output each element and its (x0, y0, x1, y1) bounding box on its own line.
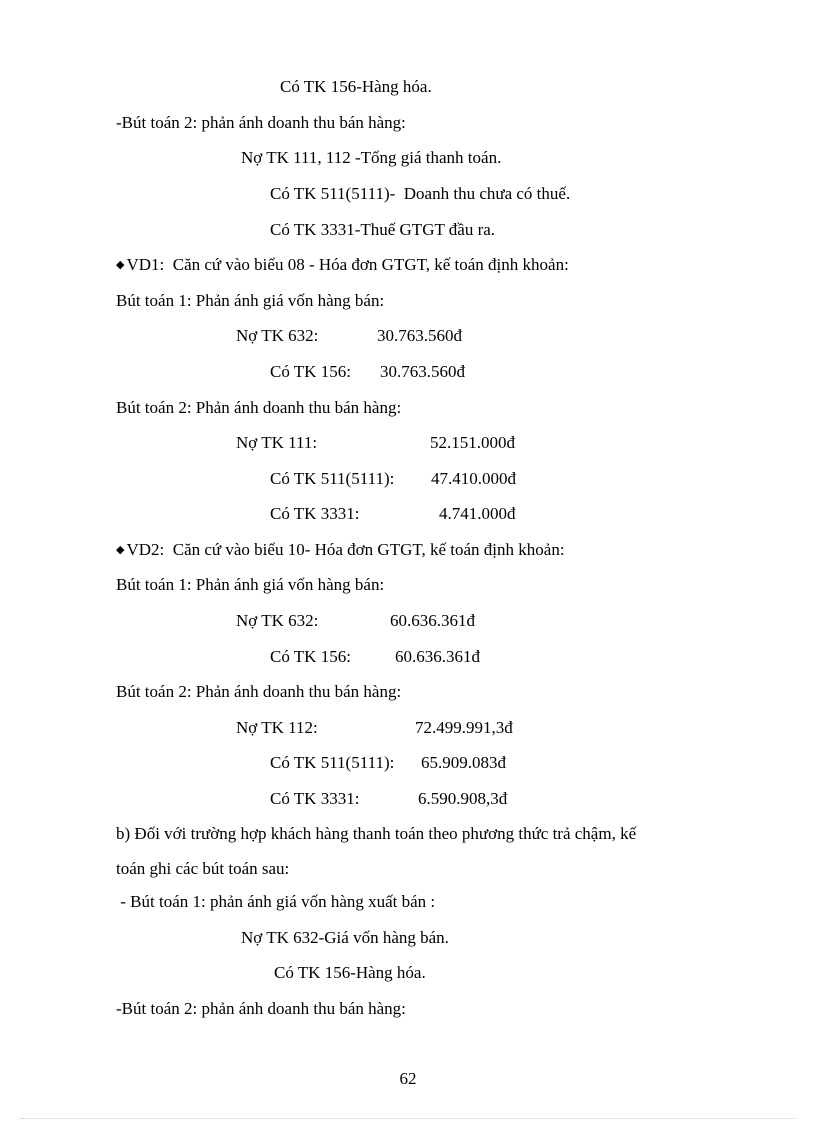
entry-label: Nợ TK 112: (236, 718, 318, 737)
entry-label: Có TK 511(5111): (270, 469, 395, 488)
entry-amount: 30.763.560đ (380, 362, 465, 381)
example-heading-text: VD2: Căn cứ vào biểu 10- Hóa đơn GTGT, kế toán định khoản: (126, 540, 565, 559)
page-number: 62 (399, 1069, 417, 1088)
entry-amount: 4.741.000đ (439, 504, 516, 523)
entry-label: Nợ TK 632: (236, 326, 319, 345)
entry-amount: 30.763.560đ (377, 326, 462, 345)
example-heading (116, 540, 565, 560)
entry-label: Có TK 156: (270, 647, 351, 666)
text-line: Nợ TK 111, 112 -Tổng giá thanh toán. (241, 148, 502, 167)
entry-amount: 65.909.083đ (421, 753, 506, 772)
page-footer-divider (20, 1118, 796, 1119)
text-line: Bút toán 1: Phản ánh giá vốn hàng bán: (116, 291, 385, 310)
entry-label: Nợ TK 632: (236, 611, 319, 630)
diamond-bullet-icon: ◆ (116, 259, 125, 271)
entry-amount: 47.410.000đ (431, 469, 516, 488)
entry-amount: 60.636.361đ (390, 611, 475, 630)
text-line: -Bút toán 2: phản ánh doanh thu bán hàng: (116, 999, 406, 1018)
entry-label: Có TK 3331: (270, 504, 360, 523)
entry-label: Có TK 3331: (270, 789, 360, 808)
text-line: -Bút toán 2: phản ánh doanh thu bán hàng: (116, 113, 406, 132)
text-line: Có TK 3331-Thuế GTGT đầu ra. (270, 220, 496, 239)
entry-amount: 60.636.361đ (395, 647, 480, 666)
entry-label: Có TK 511(5111): (270, 753, 395, 772)
text-line: Có TK 511(5111)- Doanh thu chưa có thuế. (270, 184, 571, 203)
entry-amount: 6.590.908,3đ (418, 789, 508, 808)
text-line: - Bút toán 1: phản ánh giá vốn hàng xuất bán : (116, 892, 436, 911)
entry-amount: 52.151.000đ (430, 433, 515, 452)
text-line: Bút toán 2: Phản ánh doanh thu bán hàng: (116, 398, 402, 417)
text-line: Có TK 156-Hàng hóa. (280, 77, 432, 96)
example-heading (116, 255, 569, 275)
diamond-bullet-icon: ◆ (116, 544, 125, 556)
example-heading-text: VD1: Căn cứ vào biểu 08 - Hóa đơn GTGT, kế toán định khoản: (126, 255, 569, 274)
text-line: Có TK 156-Hàng hóa. (274, 963, 426, 982)
entry-amount: 72.499.991,3đ (415, 718, 513, 737)
entry-label: Nợ TK 111: (236, 433, 318, 452)
text-line: Bút toán 2: Phản ánh doanh thu bán hàng: (116, 682, 402, 701)
text-line: b) Đối với trường hợp khách hàng thanh toán theo phương thức trả chậm, kế (116, 824, 637, 843)
text-line: Bút toán 1: Phản ánh giá vốn hàng bán: (116, 575, 385, 594)
entry-label: Có TK 156: (270, 362, 351, 381)
text-line: Nợ TK 632-Giá vốn hàng bán. (241, 928, 449, 947)
text-line: toán ghi các bút toán sau: (116, 859, 290, 878)
